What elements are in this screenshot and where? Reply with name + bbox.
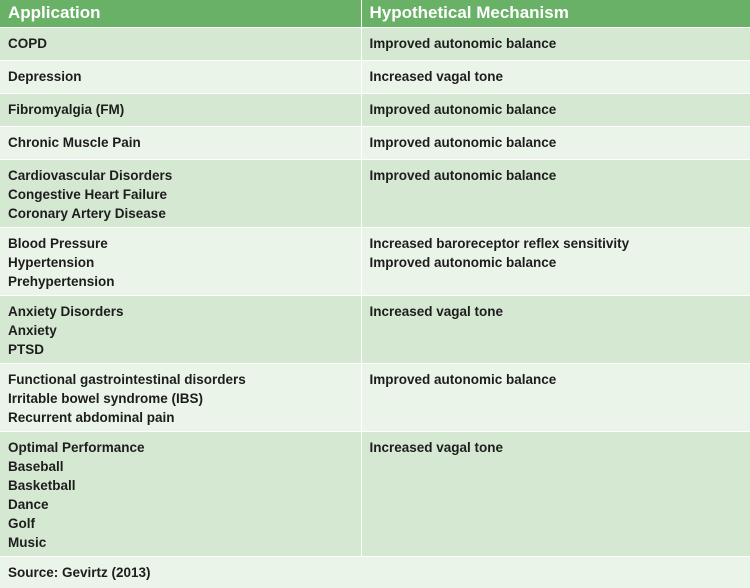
header-application: Application [0, 0, 361, 27]
mechanism-text: Increased vagal tone [369, 68, 504, 84]
table-header-row [0, 0, 750, 27]
table-row [0, 27, 750, 60]
application-text: Coronary Artery Disease [8, 205, 166, 221]
application-text: Irritable bowel syndrome (IBS) [8, 390, 204, 406]
application-text: Hypertension [8, 254, 95, 270]
mechanism-text: Increased vagal tone [369, 303, 504, 319]
application-text: COPD [8, 35, 48, 51]
application-text: Cardiovascular Disorders [8, 167, 173, 183]
application-text: Anxiety [8, 322, 57, 338]
mechanism-text: Improved autonomic balance [369, 254, 557, 270]
application-cell [0, 431, 361, 556]
application-text: Golf [8, 515, 35, 531]
application-text: Functional gastrointestinal disorders [8, 371, 246, 387]
application-cell [0, 227, 361, 295]
application-text: Congestive Heart Failure [8, 186, 168, 202]
table-row [0, 60, 750, 93]
application-text: Optimal Performance [8, 439, 145, 455]
mechanism-text: Improved autonomic balance [369, 134, 557, 150]
application-cell [0, 295, 361, 363]
application-text: Basketball [8, 477, 76, 493]
mechanism-cell [361, 27, 750, 60]
application-cell [0, 60, 361, 93]
application-cell [0, 126, 361, 159]
application-text: Depression [8, 68, 82, 84]
table-row [0, 363, 750, 431]
mechanism-cell [361, 363, 750, 431]
mechanism-cell [361, 227, 750, 295]
table-row [0, 93, 750, 126]
table-row [0, 126, 750, 159]
application-cell [0, 93, 361, 126]
mechanism-cell [361, 60, 750, 93]
application-cell [0, 27, 361, 60]
mechanism-cell [361, 159, 750, 227]
application-text: Anxiety Disorders [8, 303, 124, 319]
application-text: Prehypertension [8, 273, 115, 289]
application-text: Dance [8, 496, 49, 512]
application-text: PTSD [8, 341, 45, 357]
table-row [0, 431, 750, 556]
mechanism-text: Improved autonomic balance [369, 35, 557, 51]
source-row [0, 556, 750, 588]
header-hypothetical-mechanism: Hypothetical Mechanism [361, 0, 750, 27]
application-text: Blood Pressure [8, 235, 108, 251]
mechanism-text: Improved autonomic balance [369, 101, 557, 117]
table-row [0, 159, 750, 227]
table-row [0, 227, 750, 295]
table-body [0, 27, 750, 588]
mechanism-text: Increased baroreceptor reflex sensitivity [369, 235, 630, 251]
mechanism-cell [361, 295, 750, 363]
application-text: Chronic Muscle Pain [8, 134, 141, 150]
application-text: Recurrent abdominal pain [8, 409, 175, 425]
mechanism-text: Increased vagal tone [369, 439, 504, 455]
mechanism-cell [361, 126, 750, 159]
table-row [0, 295, 750, 363]
application-text: Baseball [8, 458, 64, 474]
application-cell [0, 363, 361, 431]
mechanism-cell [361, 431, 750, 556]
application-text: Fibromyalgia (FM) [8, 101, 125, 117]
application-cell [0, 159, 361, 227]
mechanism-text: Improved autonomic balance [369, 371, 557, 387]
source-citation: Source: Gevirtz (2013) [0, 556, 750, 588]
application-text: Music [8, 534, 47, 550]
mechanism-text: Improved autonomic balance [369, 167, 557, 183]
mechanism-cell [361, 93, 750, 126]
